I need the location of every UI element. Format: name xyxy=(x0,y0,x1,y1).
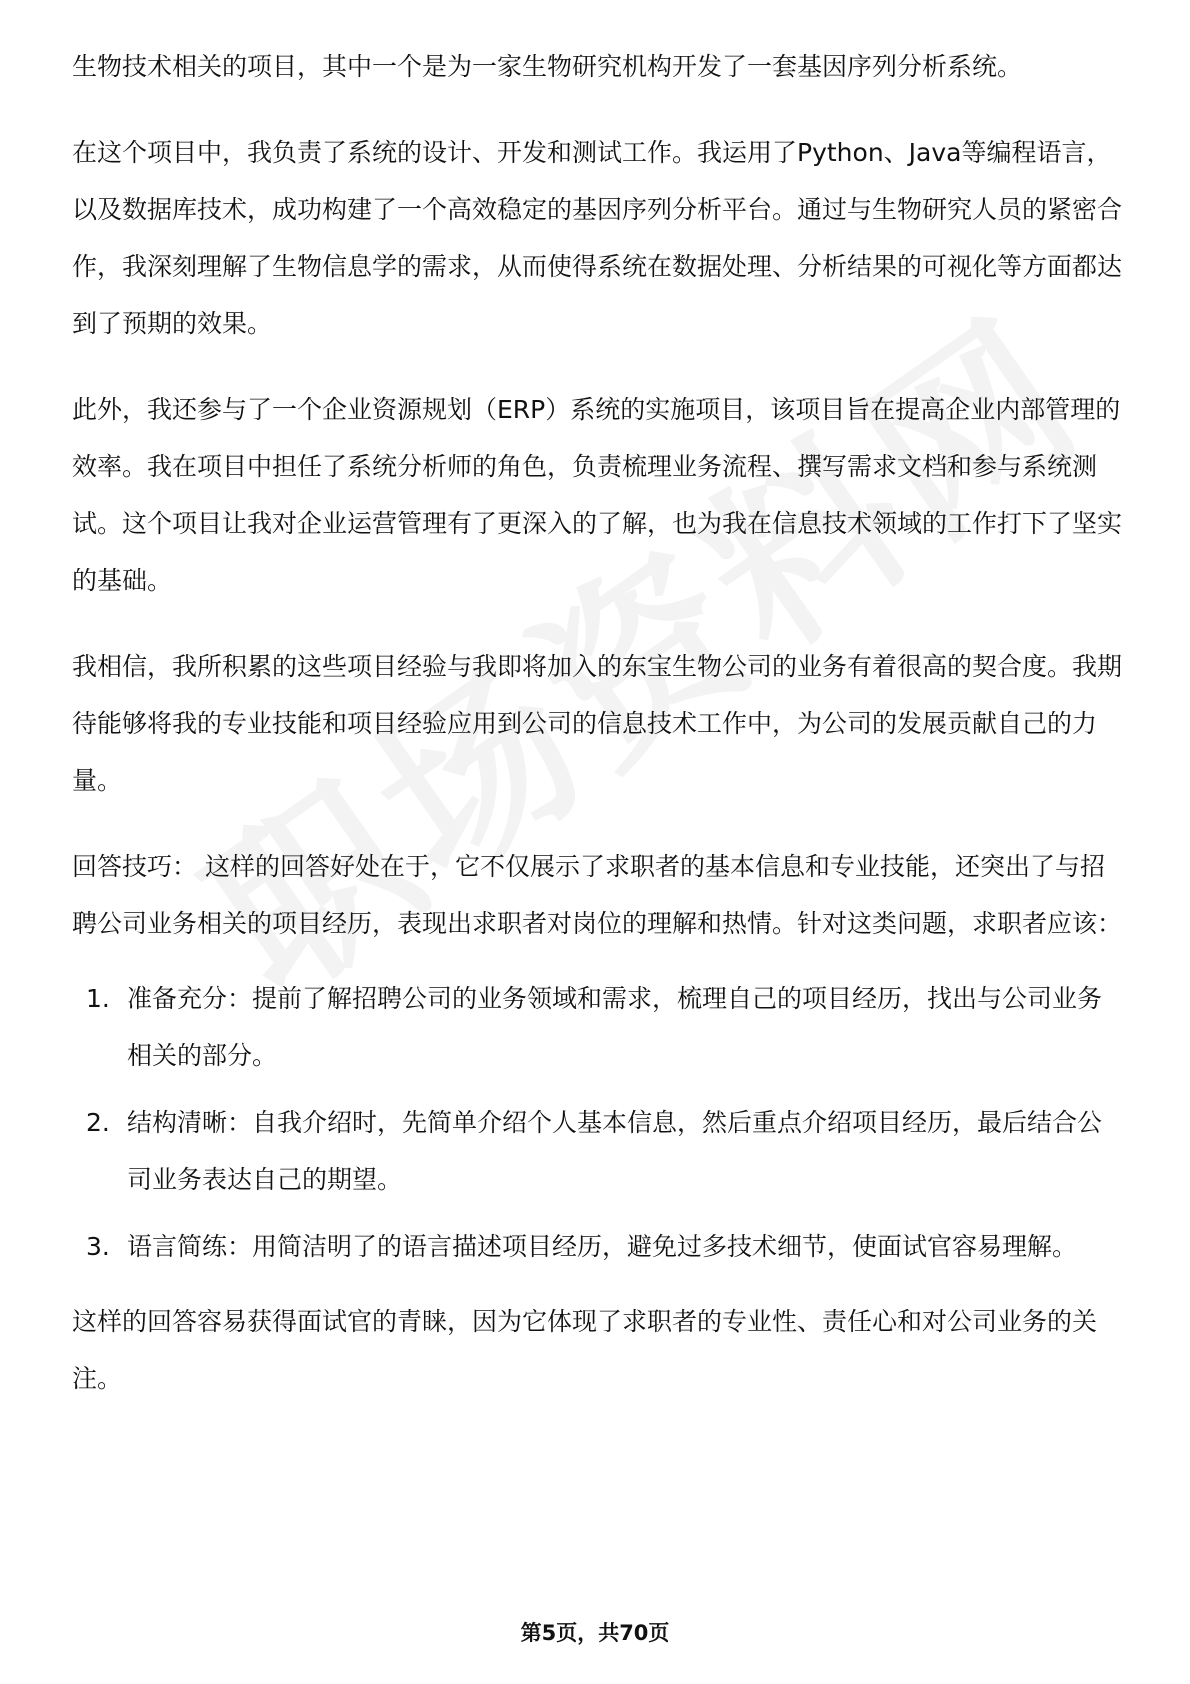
paragraph-closing: 这样的回答容易获得面试官的青睐，因为它体现了求职者的专业性、责任心和对公司业务的关注。 xyxy=(72,1307,1098,1393)
list-number: 3. xyxy=(86,1232,110,1261)
paragraph-answer-tips: 回答技巧： 这样的回答好处在于，它不仅展示了求职者的基本信息和专业技能，还突出了与招聘公司业务相关的项目经历，表现出求职者对岗位的理解和热情。针对这类问题，求职者应该： xyxy=(72,852,1123,938)
list-number: 2. xyxy=(86,1108,110,1137)
list-item xyxy=(72,1094,1122,1208)
list-item xyxy=(72,1218,1122,1275)
list-number: 1. xyxy=(86,984,110,1013)
page-number-footer: 第5页，共70页 xyxy=(520,1621,670,1645)
list-item xyxy=(72,970,1122,1084)
list-item-text: 语言简练：用简洁明了的语言描述项目经历，避免过多技术细节，使面试官容易理解。 xyxy=(127,1232,1078,1261)
paragraph-project-intro: 生物技术相关的项目，其中一个是为一家生物研究机构开发了一套基因序列分析系统。 xyxy=(72,52,1023,81)
tips-list xyxy=(72,970,1122,1275)
list-item-text: 准备充分：提前了解招聘公司的业务领域和需求，梳理自己的项目经历，找出与公司业务相关的部分。 xyxy=(127,984,1103,1070)
document-body xyxy=(72,38,1122,1436)
list-item-text: 结构清晰：自我介绍时，先简单介绍个人基本信息，然后重点介绍项目经历，最后结合公司业务表达自己的期望。 xyxy=(127,1108,1103,1194)
paragraph-erp-project: 此外，我还参与了一个企业资源规划（ERP）系统的实施项目，该项目旨在提高企业内部管理的效率。我在项目中担任了系统分析师的角色，负责梳理业务流程、撰写需求文档和参与系统测试。这个项目让我对企业运营管理有了更深入的了解，也为我在信息技术领域的工作打下了坚实的基础。 xyxy=(72,395,1123,595)
paragraph-fit-statement: 我相信，我所积累的这些项目经验与我即将加入的东宝生物公司的业务有着很高的契合度。我期待能够将我的专业技能和项目经验应用到公司的信息技术工作中，为公司的发展贡献自己的力量。 xyxy=(72,652,1123,795)
paragraph-gene-system: 在这个项目中，我负责了系统的设计、开发和测试工作。我运用了Python、Java等编程语言，以及数据库技术，成功构建了一个高效稳定的基因序列分析平台。通过与生物研究人员的紧密合作，我深刻理解了生物信息学的需求，从而使得系统在数据处理、分析结果的可视化等方面都达到了预期的效果。 xyxy=(72,138,1123,338)
